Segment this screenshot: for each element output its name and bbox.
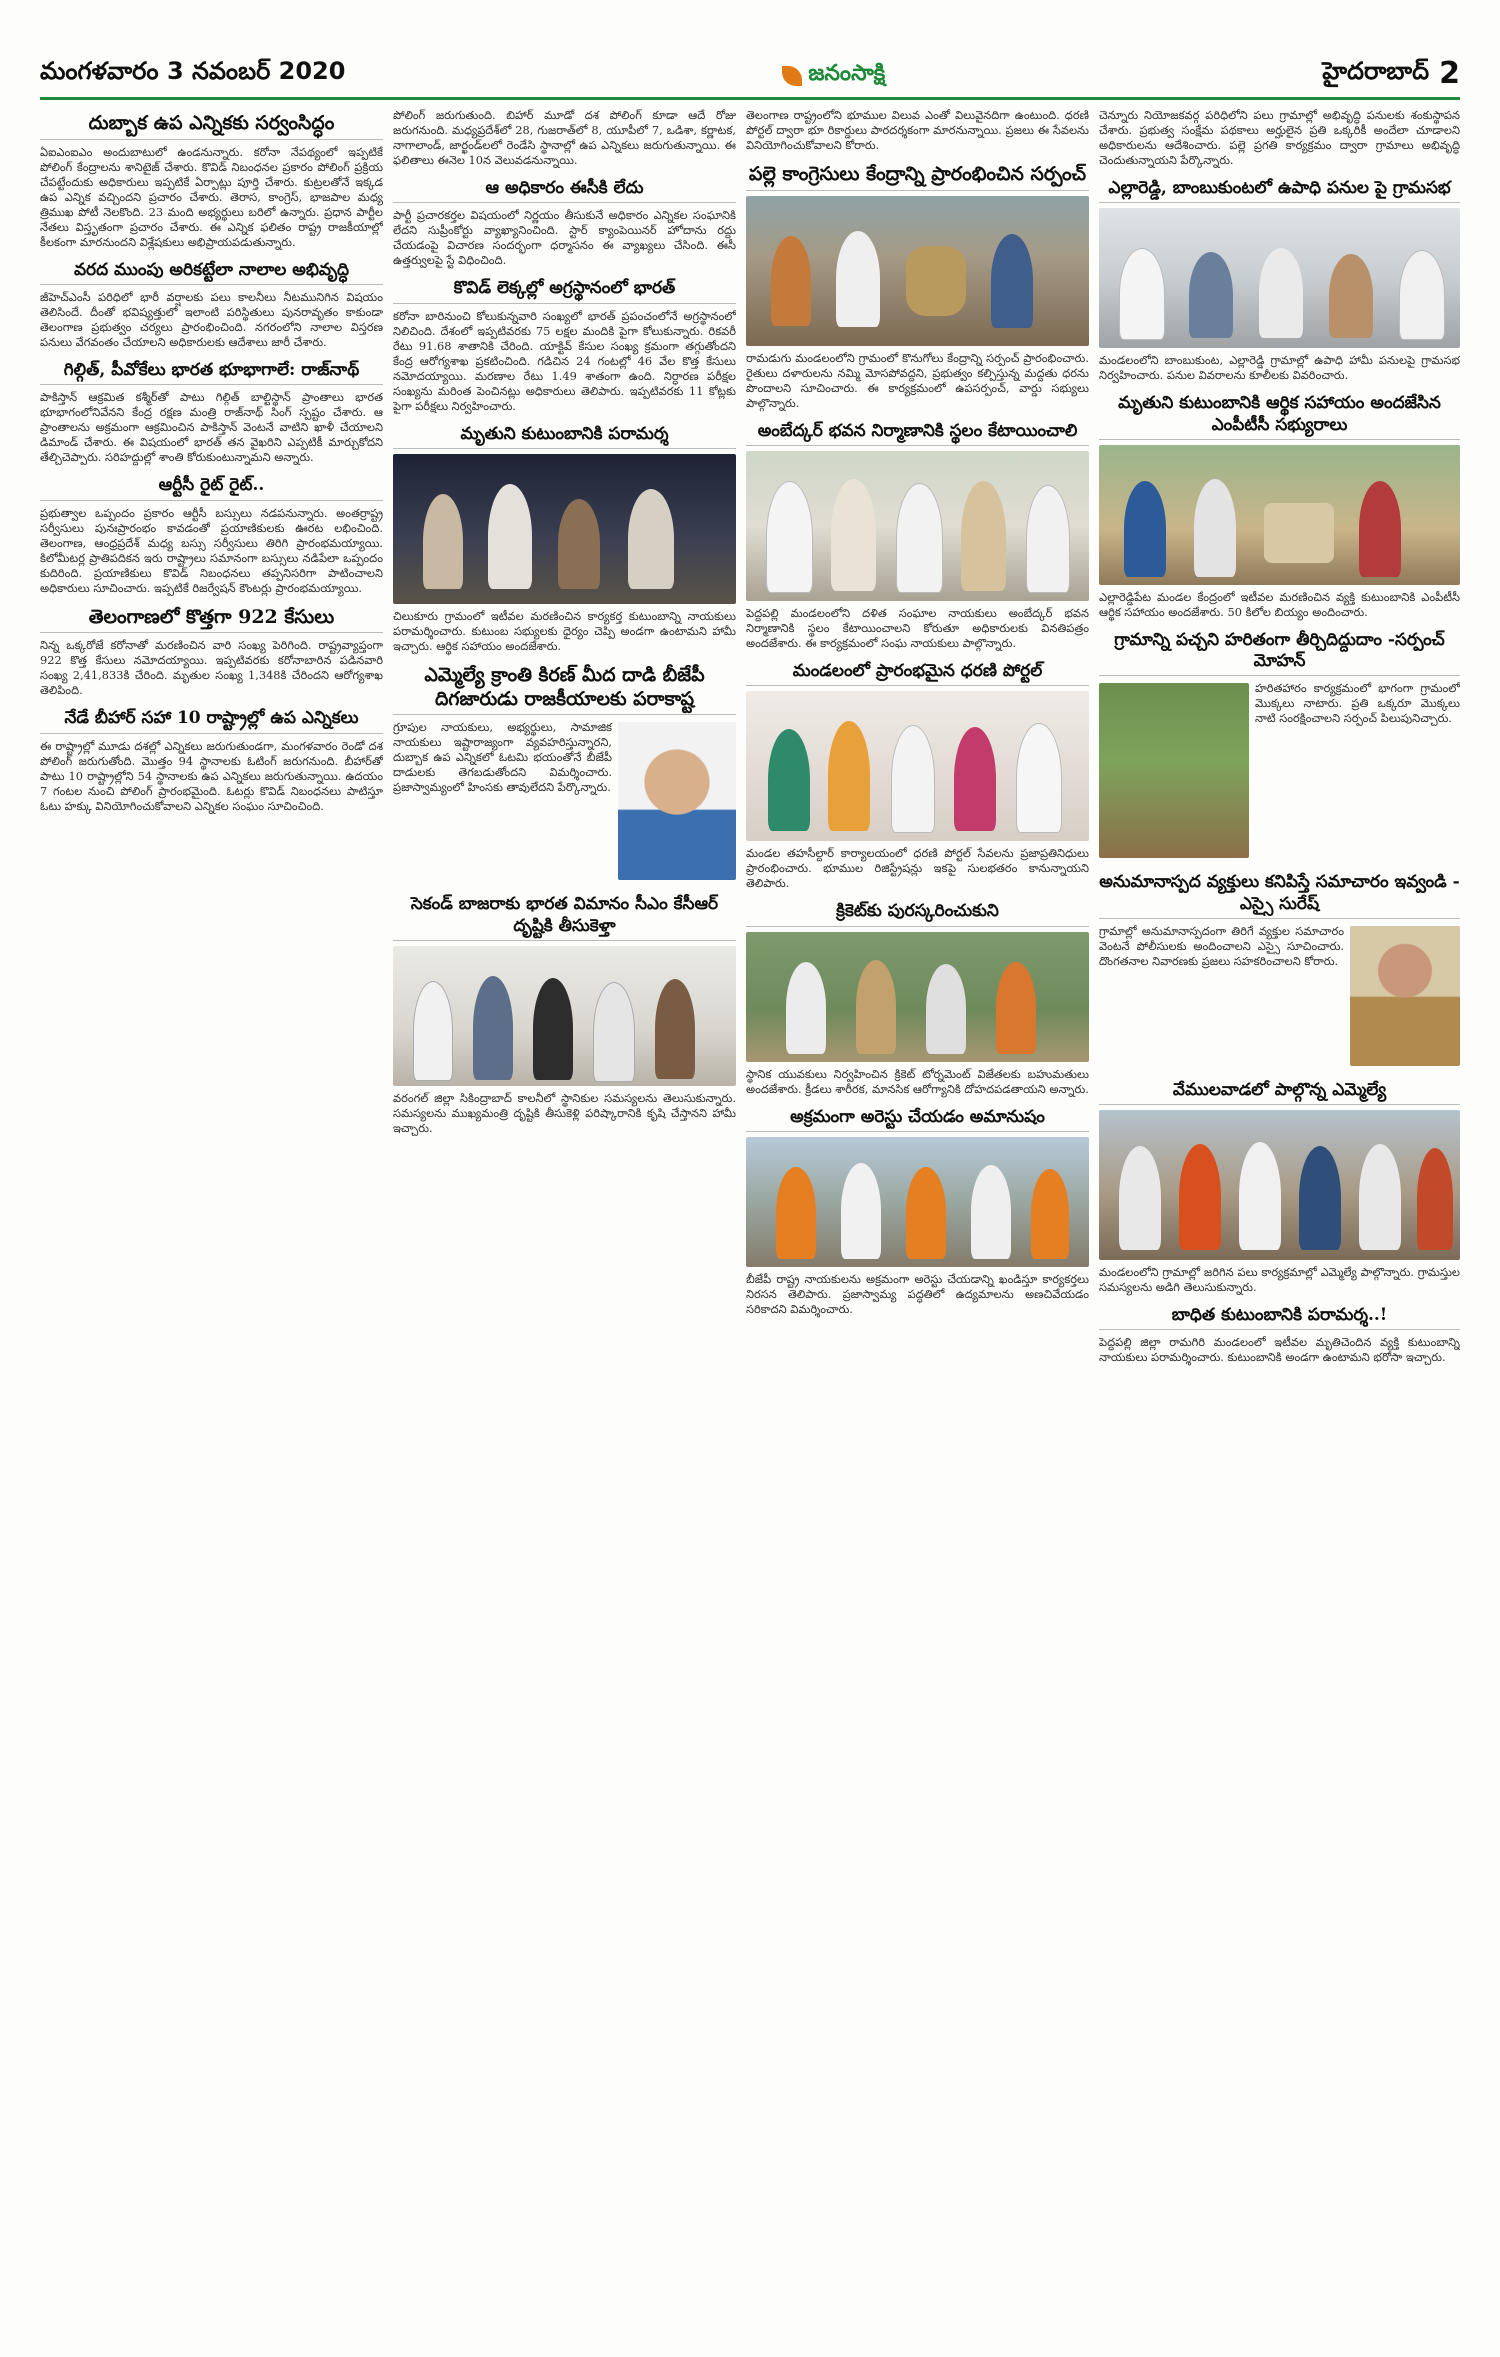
article-body: రామడుగు మండలంలోని గ్రామంలో కొనుగోలు కేంద్రాన్ని సర్పంచ్ ప్రారంభించారు. రైతులు దళారులను నమ్మి మోసపోవద్దని, ప్రభుత్వం కల్పిస్తున్న మద్దతు ధరను పొందాలని సూచించారు. ఈ కార్యక్రమంలో ఉపసర్పంచ్, వార్డు సభ్యులు పాల్గొన్నారు. [746,350,1089,410]
article [40,606,383,699]
column-3 [746,108,1089,2337]
masthead [40,58,1460,100]
article-body: ఎల్లారెడ్డిపేట మండల కేంద్రంలో ఇటీవల మరణించిన వ్యక్తి కుటుంబానికి ఎంపీటీసీ ఆర్థిక సహాయం అందజేశారు. 50 కిలోల బియ్యం అందించారు. [1099,589,1460,619]
column-2 [393,108,736,2337]
article-headline: సెకండ్ బాజరాకు భారత విమానం సీఎం కేసీఆర్ దృష్టికి తీసుకెళ్తా [393,894,736,941]
article-body: తెలంగాణ రాష్ట్రంలోని భూముల విలువ ఎంతో విలువైనదిగా ఉంటుంది. ధరణి పోర్టల్ ద్వారా భూ రికార్డులు పారదర్శకంగా మారనున్నాయి. ప్రజలు ఈ సేవలను వినియోగించుకోవాలని కోరారు. [746,108,1089,152]
article-body: పెద్దపల్లి జిల్లా రామగిరి మండలంలో ఇటీవల మృతిచెందిన వ్యక్తి కుటుంబాన్ని నాయకులు పరామర్శించారు. కుటుంబానికి అండగా ఉంటామని భరోసా ఇచ్చారు. [1099,1335,1460,1365]
article-headline: వేములవాడలో పాల్గొన్న ఎమ్మెల్యే [1099,1080,1460,1105]
article-body: పెద్దపల్లి మండలంలోని దళిత సంఘాల నాయకులు అంబేద్కర్ భవన నిర్మాణానికి స్థలం కేటాయించాలని కోరుతూ అధికారులకు వినతిపత్రం అందజేశారు. ఈ కార్యక్రమంలో సంఘ నాయకులు పాల్గొన్నారు. [746,606,1089,650]
column-1 [40,108,383,2337]
article-body: వరంగల్ జిల్లా సికింద్రాబాద్ కాలనీలో స్థానికుల సమస్యలను తెలుసుకున్నారు. సమస్యలను ముఖ్యమంత్రి దృష్టికి తీసుకెళ్లి పరిష్కారానికి కృషి చేస్తానని హామీ ఇచ్చారు. [393,1090,736,1135]
article [1099,108,1460,168]
article [393,278,736,413]
city-name: హైదరాబాద్ [1322,56,1430,85]
article [393,424,736,654]
article-headline: కొవిడ్ లెక్కల్లో అగ్రస్థానంలో భారత్ [393,278,736,303]
article [393,108,736,168]
article-headline: బాధిత కుటుంబానికి పరామర్శ..! [1099,1305,1460,1330]
article-headline: నేడే బీహార్ సహా 10 రాష్ట్రాల్లో ఉప ఎన్నికలు [40,708,383,733]
article-body: హరితహారం కార్యక్రమంలో భాగంగా గ్రామంలో మొక్కలు నాటారు. ప్రతి ఒక్కరూ మొక్కలు నాటి సంరక్షించాలని సర్పంచ్ పిలుపునిచ్చారు. [1255,681,1460,726]
article-body: మండలంలోని బాంబుకుంట, ఎల్లారెడ్డి గ్రామాల్లో ఉపాధి హామీ పనులపై గ్రామసభ నిర్వహించారు. పనుల వివరాలను కూలీలకు వివరించారు. [1099,353,1460,383]
article-body: మండల తహసీల్దార్ కార్యాలయంలో ధరణి పోర్టల్ సేవలను ప్రజాప్రతినిధులు ప్రారంభించారు. భూముల రిజిస్ట్రేషన్లు ఇకపై సులభతరం కానున్నాయని తెలిపారు. [746,846,1089,891]
article-body: గ్రామాల్లో అనుమానాస్పదంగా తిరిగే వ్యక్తుల సమాచారం వెంటనే పోలీసులకు అందించాలని ఎస్సై సూచించారు. దొంగతనాల నివారణకు ప్రజలు సహకరించాలని కోరారు. [1099,923,1344,968]
article-headline: క్రికెట్‌కు పురస్కరించుకుని [746,901,1089,926]
article-body: బీజేపీ రాష్ట్ర నాయకులను అక్రమంగా అరెస్టు చేయడాన్ని ఖండిస్తూ కార్యకర్తలు నిరసన తెలిపారు. ప్రజాస్వామ్య పద్ధతిలో ఉద్యమాలను అణచివేయడం సరికాదని విమర్శించారు. [746,1271,1089,1316]
leaf-icon [782,66,802,86]
news-photo [746,451,1089,601]
article-headline: మండలంలో ప్రారంభమైన ధరణి పోర్టల్ [746,661,1089,686]
paper-logo [782,61,885,91]
page-number: 2 [1439,56,1460,91]
article [40,360,383,465]
article-headline: అక్రమంగా అరెస్టు చేయడం అమానుషం [746,1107,1089,1132]
article-headline: ఎమ్మెల్యే క్రాంతి కిరణ్ మీద దాడి బీజేపీ దిగజారుడు రాజకీయాలకు పరాకాష్ట [393,664,736,716]
paper-name: జనంసాక్షి [808,61,886,86]
article-headline: గ్రామాన్ని పచ్చని హరితంగా తీర్చిదిద్దుదాం -సర్పంచ్ మోహన్ [1099,630,1460,677]
portrait-photo [618,722,736,880]
article-body: పోలింగ్ జరుగుతుంది. బిహార్ మూడో దశ పోలింగ్ కూడా ఆదే రోజు జరుగనుంది. మధ్యప్రదేశ్‌లో 28, గుజరాత్‌లో 8, యూపీలో 7, ఒడిశా, కర్ణాటక, నాగాలాండ్, జార్ఖండ్‌లలో రెండేసి స్థానాల్లో ఉప ఎన్నికలు జరుగుతున్నాయి. ఈ ఫలితాలు ఈనెల 10న వెలువడనున్నాయి. [393,108,736,167]
article-body: గ్రూపుల నాయకులు, అభ్యర్థులు, సామాజిక నాయకులు ఇష్టారాజ్యంగా వ్యవహరిస్తున్నారని, దుబ్బాక ఉప ఎన్నికలో ఓటమి భయంతోనే బీజేపీ దాడులకు తెగబడుతోందని విమర్శించారు. ప్రజాస్వామ్యంలో హింసకు తావులేదని పేర్కొన్నారు. [393,720,612,795]
article-headline: వరద ముంపు అరికట్టేలా నాలాల అభివృద్ధి [40,260,383,285]
article [746,421,1089,651]
article-body: కరోనా బారినుంచి కోలుకున్నవారి సంఖ్యలో భారత్ ప్రపంచంలోనే అగ్రస్థానంలో నిలిచింది. దేశంలో ఇప్పటివరకు 75 లక్షల మందికి పైగా కోలుకున్నారు. రికవరీ రేటు 91.68 శాతానికి చేరింది. యాక్టివ్ కేసుల సంఖ్య క్రమంగా తగ్గుతోందని కేంద్ర ఆరోగ్యశాఖ ప్రకటించింది. గడిచిన 24 గంటల్లో 46 వేల కొత్త కేసులు నమోదయ్యాయి. మరణాల రేటు 1.49 శాతంగా ఉంది. నిర్ధారణ పరీక్షల సంఖ్యను మరింత పెంచినట్లు అధికారులు తెలిపారు. ఇప్పటివరకు 11 కోట్లకు పైగా పరీక్షలు నిర్వహించారు. [393,308,736,413]
article-body: చెన్నూరు నియోజకవర్గ పరిధిలోని పలు గ్రామాల్లో అభివృద్ధి పనులకు శంకుస్థాపన చేశారు. ప్రభుత్వ సంక్షేమ పథకాలు అర్హులైన ప్రతి ఒక్కరికీ అందేలా చూడాలని అధికారులను ఆదేశించారు. పల్లె ప్రగతి కార్యక్రమం ద్వారా గ్రామాలు అభివృద్ధి చెందుతున్నాయని పేర్కొన్నారు. [1099,108,1460,167]
news-photo [1099,683,1249,858]
article [40,112,383,250]
article [393,178,736,268]
article [1099,393,1460,620]
article [1099,872,1460,1070]
news-photo [1099,445,1460,585]
news-photo [746,196,1089,346]
article [1099,178,1460,383]
article-body: పార్టీ ప్రచారకర్తల విషయంలో నిర్ణయం తీసుకునే అధికారం ఎన్నికల సంఘానికి లేదని సుప్రీంకోర్టు వ్యాఖ్యానించింది. స్టార్ క్యాంపెయినర్ హోదాను రద్దు చేయడంపై విచారణ సందర్భంగా ధర్మాసనం ఈ వ్యాఖ్యలు చేసింది. ఈసీ ఉత్తర్వులపై స్టే విధించింది. [393,208,736,268]
article [746,1107,1089,1317]
news-photo [1099,1110,1460,1260]
article-headline: మృతుని కుటుంబానికి ఆర్థిక సహాయం అందజేసిన ఎంపీటీసీ సభ్యురాలు [1099,393,1460,440]
portrait-photo [1350,926,1460,1066]
article-body: ప్రభుత్వాల ఒప్పందం ప్రకారం ఆర్టీసీ బస్సులు నడపనున్నారు. అంతర్రాష్ట్ర సర్వీసులు పునఃప్రారంభం కావడంతో ప్రయాణికులకు ఊరట లభించింది. తెలంగాణ, ఆంధ్రప్రదేశ్ మధ్య బస్సు సర్వీసులు తిరిగి ప్రారంభమయ్యాయి. కిలోమీటర్ల ప్రాతిపదికన ఇరు రాష్ట్రాలు సమానంగా బస్సులు నడిపేలా ఒప్పందం కుదిరింది. ప్రయాణికులు కొవిడ్ నిబంధనలు తప్పనిసరిగా పాటించాలని అధికారులు సూచించారు. ఇప్పటికే రిజర్వేషన్ కౌంటర్లు ప్రారంభమయ్యాయి. [40,505,383,595]
article [1099,1305,1460,1365]
article-body: జీహెచ్‌ఎంసీ పరిధిలో భారీ వర్షాలకు పలు కాలనీలు నీటమునిగిన విషయం తెలిసిందే. దీంతో భవిష్యత్తులో ఇలాంటి పరిస్థితులు పునరావృతం కాకుండా తెలంగాణ ప్రభుత్వం చర్యలు ప్రారంభించింది. నగరంలోని నాలాల విస్తరణ పనులు వేగవంతం చేయాలని అధికారులకు ఆదేశాలు జారీ చేశారు. [40,290,383,349]
article-headline: తెలంగాణలో కొత్తగా 922 కేసులు [40,606,383,634]
article-headline: ఎల్లారెడ్డి, బాంబుకుంటలో ఉపాధి పనుల పై గ్రామసభ [1099,178,1460,203]
article [1099,1080,1460,1295]
article [746,108,1089,153]
news-photo [393,946,736,1086]
article-body: పాకిస్తాన్ ఆక్రమిత కశ్మీర్‌తో పాటు గిల్గిత్ బాల్టిస్థాన్ ప్రాంతాలు భారత భూభాగంలోనివేనని కేంద్ర రక్షణ మంత్రి రాజ్‌నాథ్ సింగ్ స్పష్టం చేశారు. ఆ ప్రాంతాలను అక్రమంగా ఆక్రమించిన పాకిస్తాన్ వెంటనే వాటిని ఖాళీ చేయాలని డిమాండ్ చేశారు. ఈ విషయంలో భారత్ తన వైఖరిని ఎప్పటికీ మార్చుకోదని తేల్చిచెప్పారు. సరిహద్దుల్లో శాంతి కోరుకుంటున్నామని అన్నారు. [40,390,383,465]
article-headline: గిల్గిత్, పీవోకేలు భారత భూభాగాలే: రాజ్‌నాథ్ [40,360,383,385]
article-headline: మృతుని కుటుంబానికి పరామర్శ [393,424,736,449]
column-4 [1099,108,1460,2337]
article [1099,630,1460,863]
news-photo [1099,208,1460,348]
article [393,664,736,885]
article-body: ఈ రాష్ట్రాల్లో మూడు దశల్లో ఎన్నికలు జరుగుతుండగా, మంగళవారం రెండో దశ పోలింగ్ జరుగుతోంది. మొత్తం 94 స్థానాలకు ఓటింగ్ జరుగనుంది. బీహార్‌తో పాటు 10 రాష్ట్రాల్లోని 54 స్థానాలకు ఉప ఎన్నికలు జరుగుతున్నాయి. ఉదయం 7 గంటల నుంచి పోలింగ్ ప్రారంభమైంది. ఓటర్లు కొవిడ్ నిబంధనలు పాటిస్తూ ఓటు హక్కు వినియోగించుకోవాలని ఎన్నికల సంఘం సూచించింది. [40,738,383,813]
article [746,163,1089,411]
news-photo [393,454,736,604]
news-photo [746,932,1089,1062]
article-body: ఏఐఎంఐఎం అందుబాటులో ఉండనున్నారు. కరోనా నేపథ్యంలో ఇప్పటికే పోలింగ్ కేంద్రాలను శానిటైజ్ చేశారు. కొవిడ్ నిబంధనల ప్రకారం పోలింగ్ ప్రక్రియ చేపట్టేందుకు అధికారులు ఇప్పటికే ఏర్పాట్లు పూర్తి చేశారు. కుట్రలతోనే ఇక్కడ ఉప ఎన్నిక వచ్చిందని ప్రచారం చేశారు. తెరాస, కాంగ్రెస్, భాజపాల మధ్య త్రిముఖ పోటీ నెలకొంది. 23 మంది అభ్యర్థులు బరిలో ఉన్నారు. ప్రధాన పార్టీల నేతలు విస్తృతంగా ప్రచారం చేశారు. ఈ ఎన్నిక ఫలితం రాష్ట్ర రాజకీయాల్లో కీలకంగా మారనుందని విశ్లేషకులు అభిప్రాయపడుతున్నారు. [40,144,383,249]
article [746,661,1089,891]
article [40,260,383,350]
article-headline: ఆ అధికారం ఈసీకి లేదు [393,178,736,203]
article-body: చిలుకూరు గ్రామంలో ఇటీవల మరణించిన కార్యకర్త కుటుంబాన్ని నాయకులు పరామర్శించారు. కుటుంబ సభ్యులకు ధైర్యం చెప్పి అండగా ఉంటామని హామీ ఇచ్చారు. ఆర్థిక సహాయం అందజేశారు. [393,608,736,653]
article [40,708,383,813]
city-and-page [1322,56,1460,91]
news-photo [746,1137,1089,1267]
news-photo [746,691,1089,841]
article [393,894,736,1136]
article-headline: అంబేద్కర్ భవన నిర్మాణానికి స్థలం కేటాయించాలి [746,421,1089,446]
article-body: మండలంలోని గ్రామాల్లో జరిగిన పలు కార్యక్రమాల్లో ఎమ్మెల్యే పాల్గొన్నారు. గ్రామస్తుల సమస్యలను అడిగి తెలుసుకున్నారు. [1099,1265,1460,1294]
article-body: నిన్న ఒక్కరోజే కరోనాతో మరణించిన వారి సంఖ్య పెరిగింది. రాష్ట్రవ్యాప్తంగా 922 కొత్త కేసులు నమోదయ్యాయి. ఇప్పటివరకు కరోనాబారిన పడినవారి సంఖ్య 2,41,833కి చేరింది. మృతుల సంఖ్య 1,348కి చేరిందని ఆరోగ్యశాఖ తెలిపింది. [40,638,383,698]
article-headline: అనుమానాస్పద వ్యక్తులు కనిపిస్తే సమాచారం ఇవ్వండి - ఎస్సై సురేష్ [1099,872,1460,919]
article-headline: దుబ్బాక ఉప ఎన్నికకు సర్వంసిద్ధం [40,112,383,140]
article-headline: ఆర్టీసీ రైట్ రైట్.. [40,475,383,500]
date-line: మంగళవారం 3 నవంబర్ 2020 [40,57,346,85]
article [40,475,383,595]
article-body: స్థానిక యువకులు నిర్వహించిన క్రికెట్ టోర్నమెంట్ విజేతలకు బహుమతులు అందజేశారు. క్రీడలు శారీరక, మానసిక ఆరోగ్యానికి దోహదపడతాయని అన్నారు. [746,1066,1089,1096]
article-headline: పల్లె కాంగ్రెసులు కేంద్రాన్ని ప్రారంభించిన సర్పంచ్ [746,163,1089,191]
article [746,901,1089,1096]
